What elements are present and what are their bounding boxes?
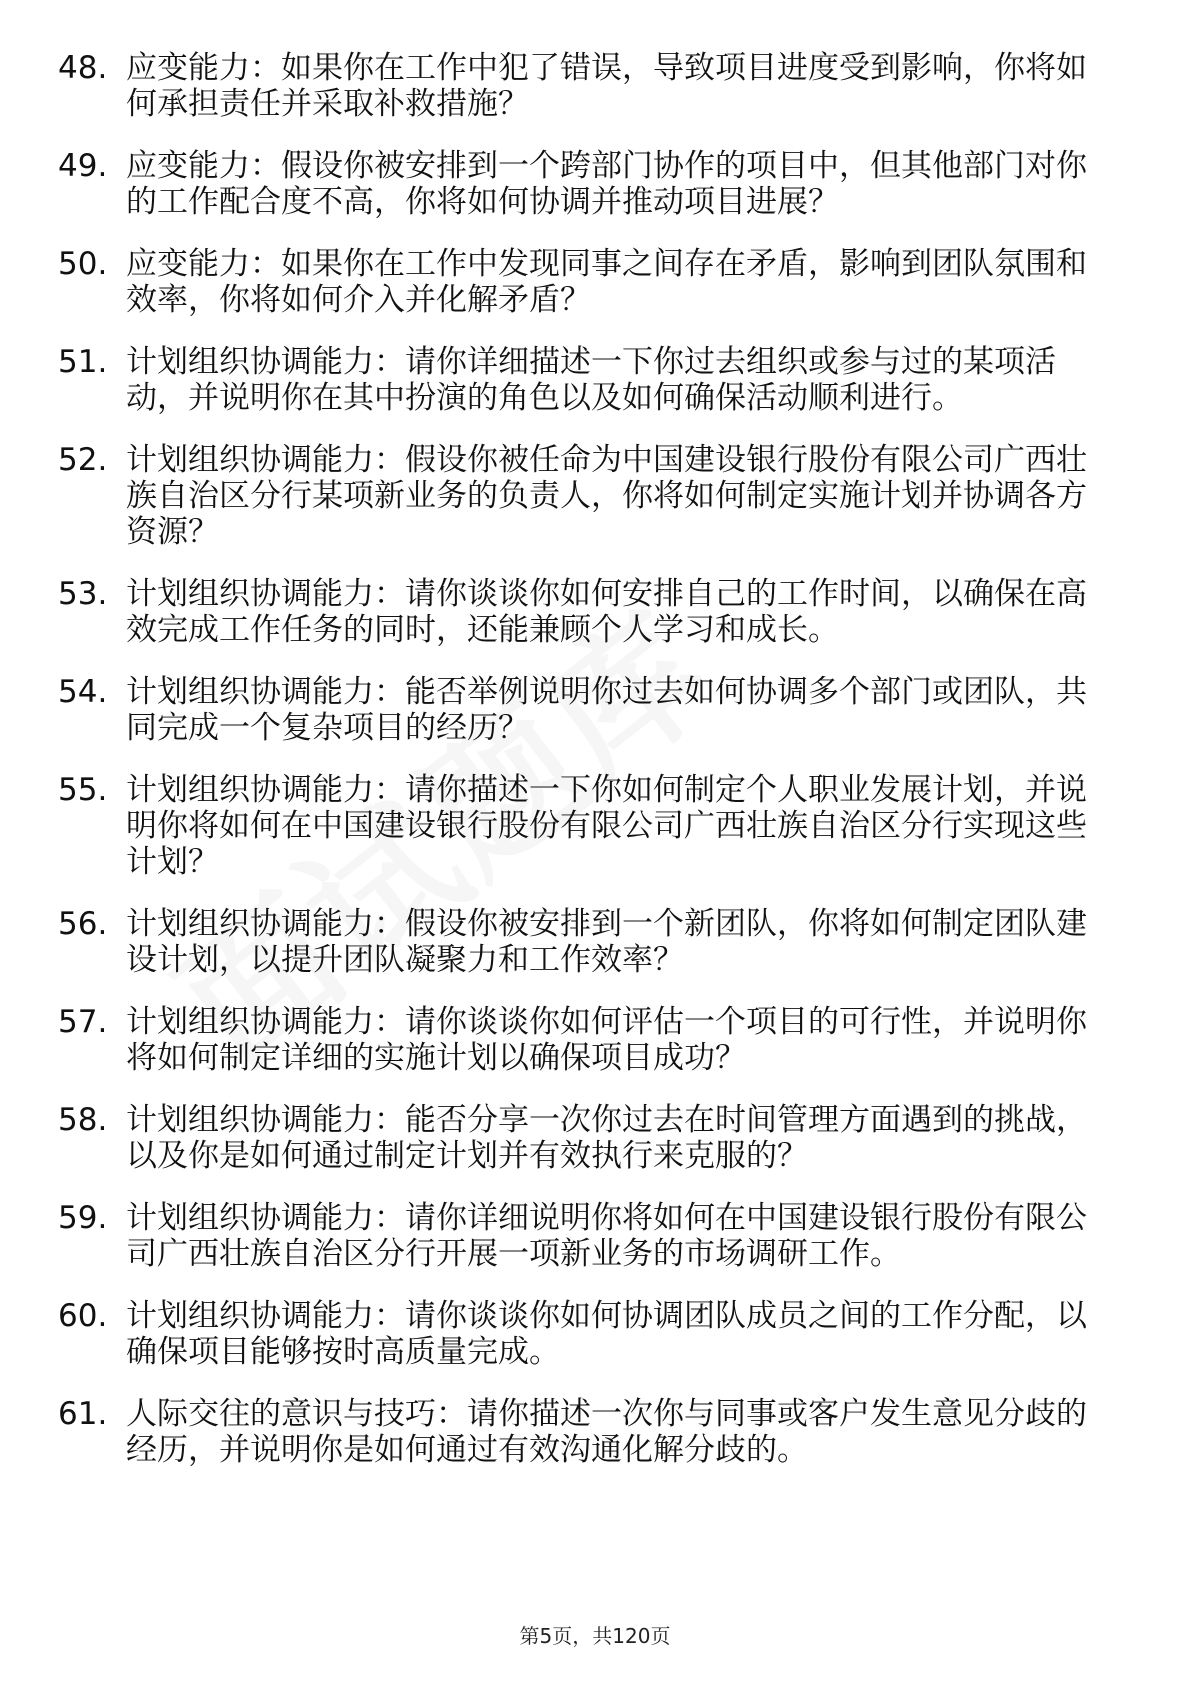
question-number: 54. (58, 674, 108, 710)
question-number: 56. (58, 906, 108, 942)
question-text: 计划组织协调能力：请你谈谈你如何协调团队成员之间的工作分配，以确保项目能够按时高质量完成。 (126, 1298, 1087, 1370)
question-number: 61. (58, 1396, 108, 1432)
question-number: 58. (58, 1102, 108, 1138)
question-text: 计划组织协调能力：请你详细说明你将如何在中国建设银行股份有限公司广西壮族自治区分行开展一项新业务的市场调研工作。 (126, 1200, 1087, 1272)
list-item (58, 1102, 1118, 1174)
list-item (58, 1298, 1118, 1370)
question-text: 应变能力：如果你在工作中犯了错误，导致项目进度受到影响，你将如何承担责任并采取补救措施？ (126, 50, 1087, 122)
question-text: 计划组织协调能力：请你谈谈你如何安排自己的工作时间，以确保在高效完成工作任务的同时，还能兼顾个人学习和成长。 (126, 576, 1087, 648)
page-footer: 第5页，共120页 (519, 1624, 671, 1648)
list-item (58, 344, 1118, 416)
question-number: 60. (58, 1298, 108, 1334)
question-number: 55. (58, 772, 108, 808)
list-item (58, 246, 1118, 318)
question-number: 48. (58, 50, 108, 86)
list-item (58, 674, 1118, 746)
question-number: 57. (58, 1004, 108, 1040)
list-item (58, 50, 1118, 122)
list-item (58, 1004, 1118, 1076)
question-text: 计划组织协调能力：能否分享一次你过去在时间管理方面遇到的挑战，以及你是如何通过制定计划并有效执行来克服的？ (126, 1102, 1087, 1174)
question-text: 计划组织协调能力：假设你被任命为中国建设银行股份有限公司广西壮族自治区分行某项新业务的负责人，你将如何制定实施计划并协调各方资源？ (126, 442, 1087, 550)
question-text: 计划组织协调能力：能否举例说明你过去如何协调多个部门或团队，共同完成一个复杂项目的经历？ (126, 674, 1087, 746)
list-item (58, 906, 1118, 978)
question-text: 人际交往的意识与技巧：请你描述一次你与同事或客户发生意见分歧的经历，并说明你是如何通过有效沟通化解分歧的。 (126, 1396, 1087, 1468)
question-number: 52. (58, 442, 108, 478)
question-text: 应变能力：如果你在工作中发现同事之间存在矛盾，影响到团队氛围和效率，你将如何介入并化解矛盾？ (126, 246, 1087, 318)
question-number: 49. (58, 148, 108, 184)
list-item (58, 1200, 1118, 1272)
list-item (58, 772, 1118, 880)
list-item (58, 148, 1118, 220)
question-text: 计划组织协调能力：请你详细描述一下你过去组织或参与过的某项活动，并说明你在其中扮演的角色以及如何确保活动顺利进行。 (126, 344, 1056, 416)
question-text: 计划组织协调能力：请你描述一下你如何制定个人职业发展计划，并说明你将如何在中国建设银行股份有限公司广西壮族自治区分行实现这些计划？ (126, 772, 1087, 880)
list-item (58, 442, 1118, 550)
list-item (58, 576, 1118, 648)
question-number: 50. (58, 246, 108, 282)
question-text: 应变能力：假设你被安排到一个跨部门协作的项目中，但其他部门对你的工作配合度不高，你将如何协调并推动项目进展？ (126, 148, 1087, 220)
question-text: 计划组织协调能力：请你谈谈你如何评估一个项目的可行性，并说明你将如何制定详细的实施计划以确保项目成功？ (126, 1004, 1087, 1076)
question-number: 53. (58, 576, 108, 612)
list-item (58, 1396, 1118, 1468)
question-list (58, 50, 1118, 1494)
question-text: 计划组织协调能力：假设你被安排到一个新团队，你将如何制定团队建设计划，以提升团队凝聚力和工作效率？ (126, 906, 1087, 978)
question-number: 51. (58, 344, 108, 380)
question-number: 59. (58, 1200, 108, 1236)
